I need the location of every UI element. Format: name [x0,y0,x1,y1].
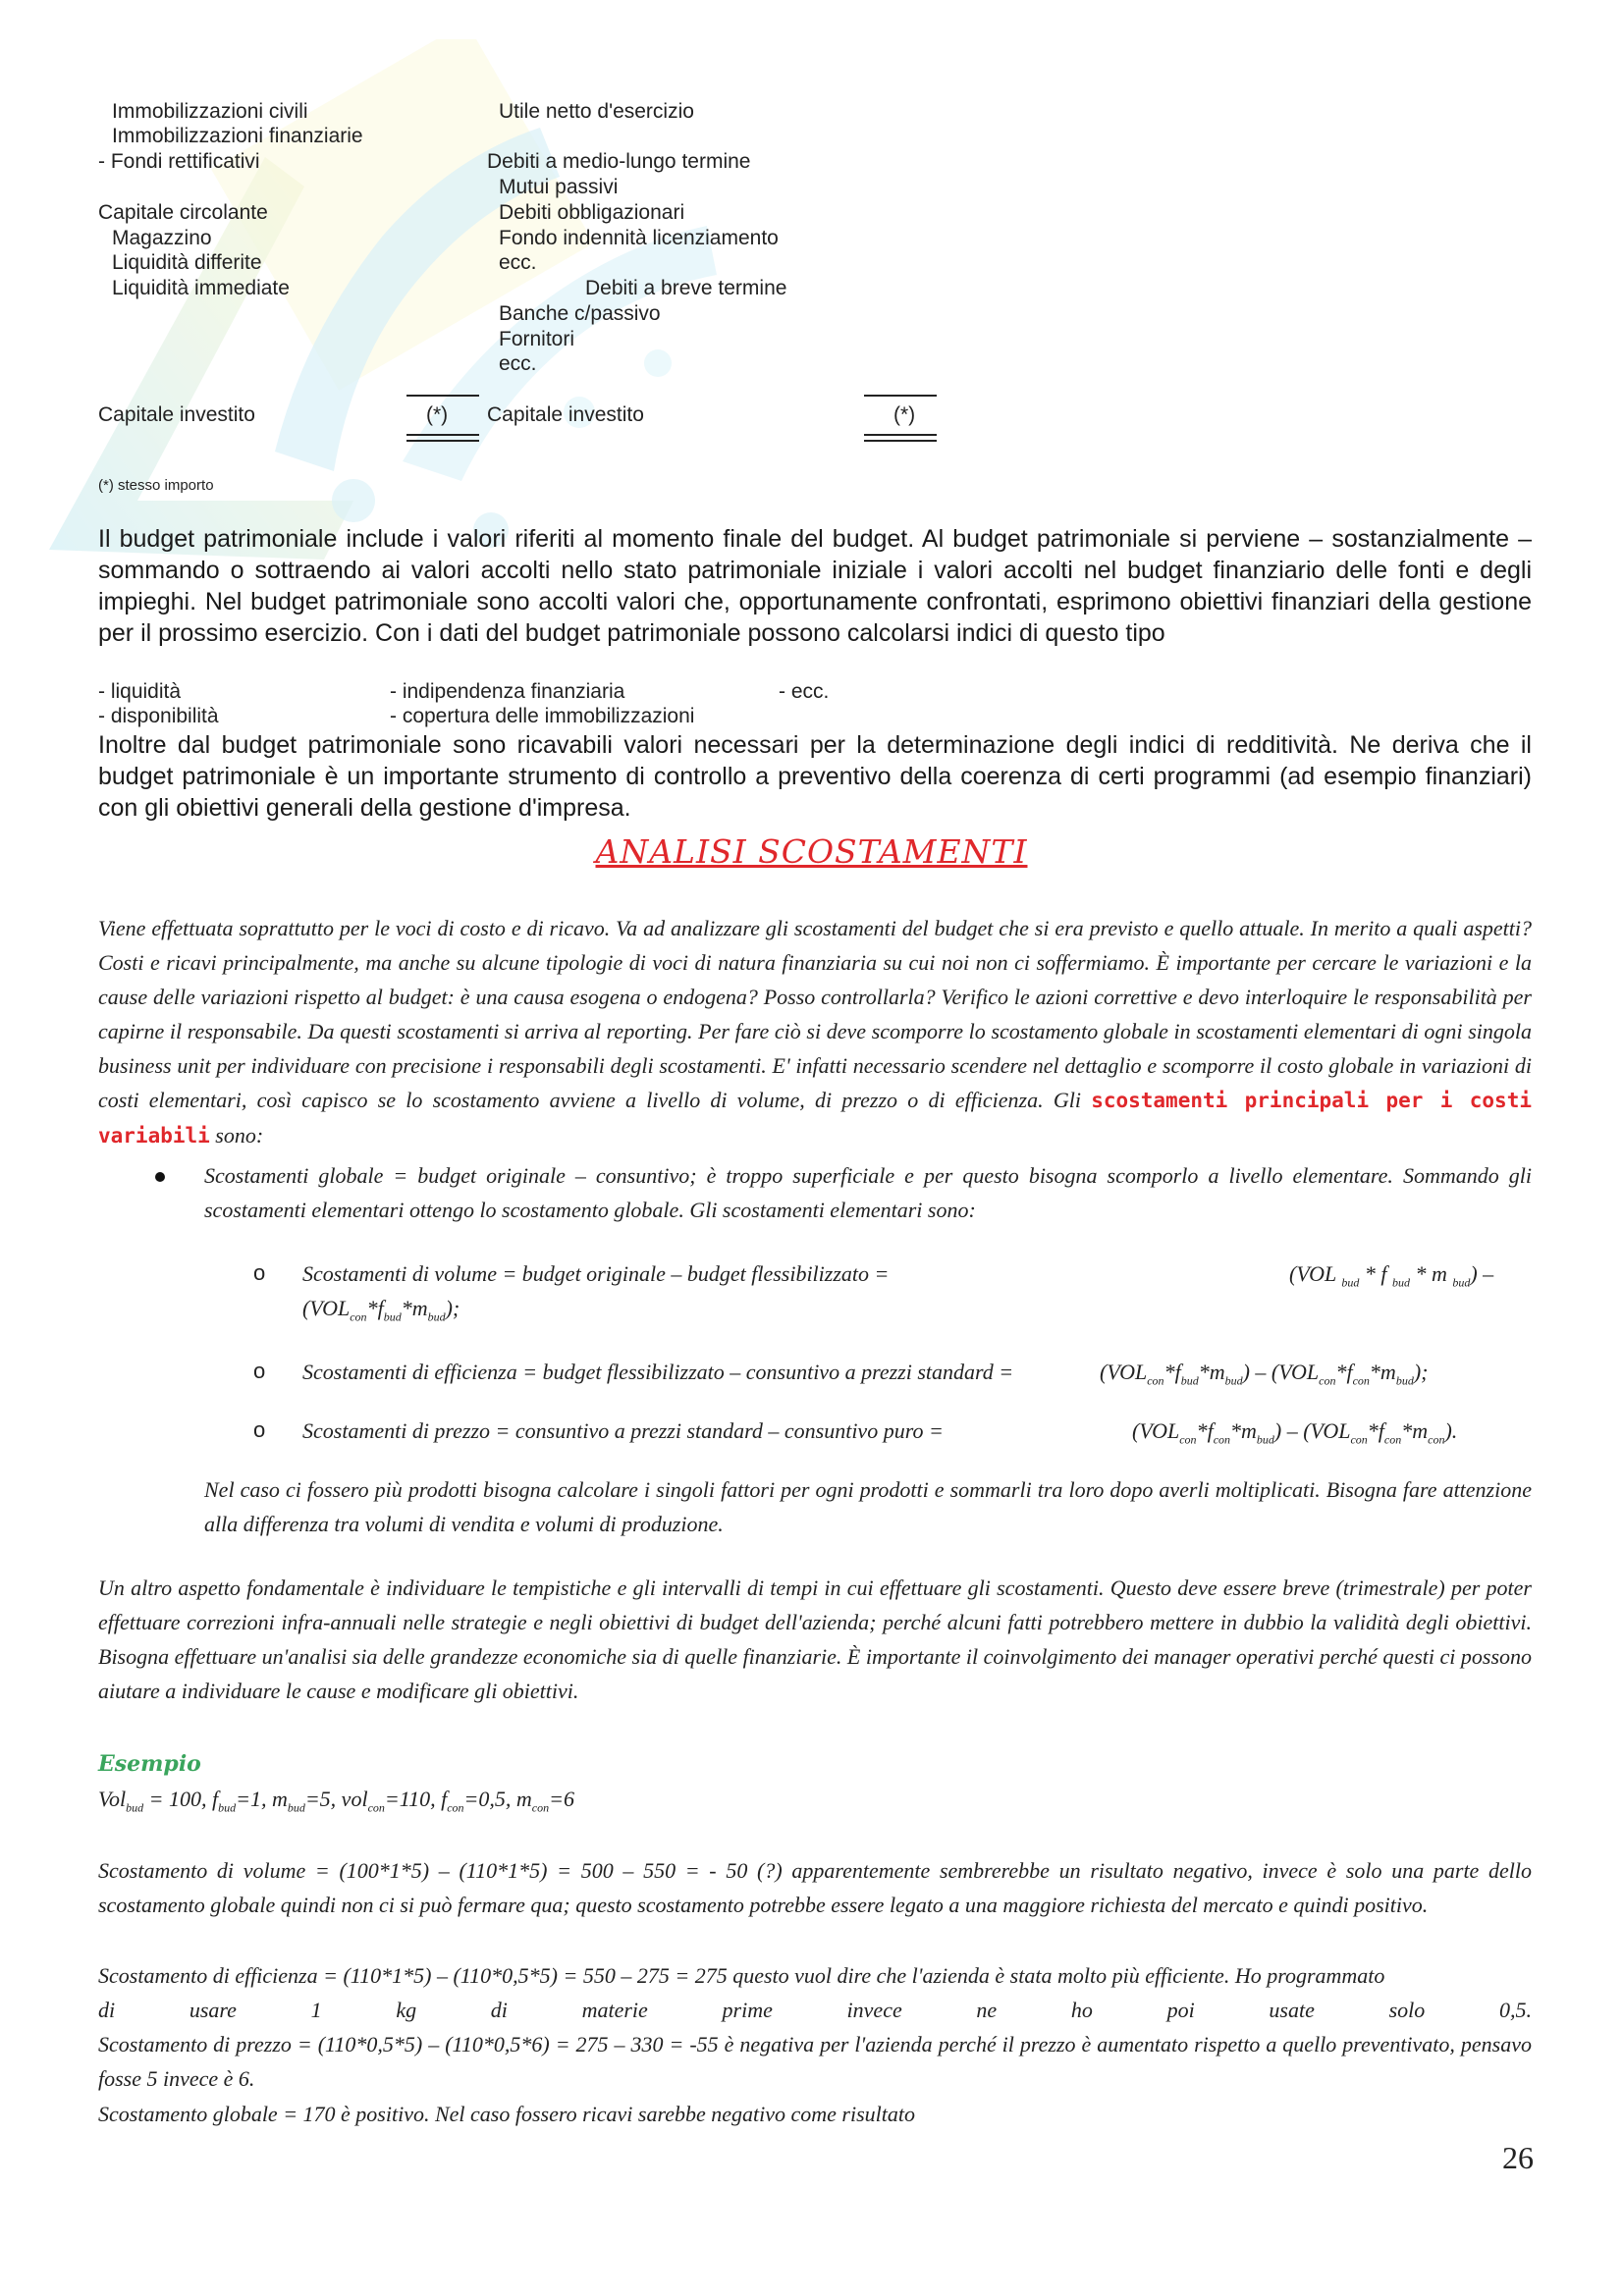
example-volume: Scostamento di volume = (100*1*5) – (110*1*5) = 500 – 550 = - 50 (?) apparentemente sembrerebbe un risultato negativo, invece è solo una parte dello scostamento globale quindi non ci si può fermare qua; questo scostamento potrebbe essere legato a una maggiore richiesta del mercato e quindi positivo. [98,1858,1532,1917]
word: solo [1388,1998,1426,2022]
word: materie [581,1998,648,2022]
bs-left-item: Magazzino [112,227,212,249]
highlighted-phrase: scostamenti principali per i costi variabili [98,1089,1532,1148]
example-title: Esempio [98,1751,201,1777]
bs-right-item: Mutui passivi [499,176,619,198]
bs-left-item: Liquidità immediate [112,277,290,299]
index-item: - ecc. [779,680,830,703]
section-paragraph [98,911,1532,1153]
word: 1 [310,1998,322,2022]
formula-volume-a: (VOL $_{bud}$ * f $_{bud}$ * m $_{bud}$) – [1289,1261,1494,1290]
bs-right-item: Banche c/passivo [499,302,661,325]
paragraph-text: Viene effettuata soprattutto per le voci di costo e di ricavo. Va ad analizzare gli scostamenti del budget che si era previsto e quello attuale. In merito a quali aspetti? Costi e ricavi principalmente, ma anche su alcune tipologie di voci di natura finanziaria su cui noi non ci soffermiamo. È importante per cercare le variazioni e la cause delle variazioni rispetto al budget: è una causa esogena o endogena? Posso controllarla? Verifico le azioni correttive e devo interloquire le responsabilità per capirne il responsabile. Da questi scostamenti si arriva al reporting. Per fare ciò si deve scomporre lo scostamento globale in scostamenti elementari di ogni singola business unit per individuare con precisione i responsabili degli scostamenti. E' infatti necessario scendere nel dettaglio e scomporre il costo globale in variazioni di costi elementari, così capisco se lo scostamento avviene a livello di volume, di prezzo o di efficienza. Gli [98,916,1532,1112]
index-item: - copertura delle immobilizzazioni [390,705,695,727]
word: ho [1070,1998,1093,2022]
word: prime [722,1998,773,2022]
word: di [98,1998,116,2022]
index-item: - indipendenza finanziaria [390,680,625,703]
sub-item-price: Scostamenti di prezzo = consuntivo a prezzi standard – consuntivo puro = [302,1418,944,1443]
paragraph-text: sono: [209,1123,264,1148]
bullet-icon [155,1172,165,1182]
section-title: ANALISI SCOSTAMENTI [595,832,1028,871]
footnote: (*) stesso importo [98,477,214,494]
total-marker: (*) [426,403,449,426]
word: 0,5. [1498,1998,1532,2022]
intro-paragraph-2: Inoltre dal budget patrimoniale sono ricavabili valori necessari per la determinazione degli indici di redditività. Ne deriva che il budget patrimoniale è un importante strumento di controllo a preventivo della coerenza di certi programmi (ad esempio finanziari) con gli obiettivi generali della gestione d'impresa. [98,731,1532,822]
example-efficiency-cont [98,1993,1532,2027]
timing-paragraph: Un altro aspetto fondamentale è individuare le tempistiche e gli intervalli di tempi in cui effettuare gli scostamenti. Questo deve essere breve (trimestrale) per poter effettuare correzioni infra-annuali nelle strategie e negli obiettivi di budget dell'azienda; perché alcuni fatti potrebbero mettere in dubbio la validità degli obiettivi. Bisogna effettuare un'analisi sia delle grandezze economiche sia di quelle finanziarie. È importante il coinvolgimento dei manager operativi perché questi ci possono aiutare a individuare le cause e modificare gli obiettivi. [98,1575,1532,1703]
note-paragraph: Nel caso ci fossero più prodotti bisogna calcolare i singoli fattori per ogni prodotti e sommarli tra loro dopo averli moltiplicati. Bisogna fare attenzione alla differenza tra volumi di vendita e volumi di produzione. [204,1477,1532,1536]
total-double-rule [864,440,937,442]
total-double-rule [864,434,937,436]
bs-left-item: Immobilizzazioni finanziarie [112,125,363,147]
total-rule [864,395,937,397]
example-efficiency: Scostamento di efficienza = (110*1*5) – (110*0,5*5) = 550 – 275 = 275 questo vuol dire che l'azienda è stata molto più efficiente. Ho programmato [98,1963,1385,1988]
bs-right-total: Capitale investito [487,403,644,426]
word: kg [396,1998,417,2022]
word: di [490,1998,508,2022]
page-number: 26 [1502,2140,1534,2175]
bullet-text: Scostamenti globale = budget originale – consuntivo; è troppo superficiale e per questo bisogna scomporlo a livello elementare. Sommando gli scostamenti elementari ottengo lo scostamento globale. Gli scostamenti elementari sono: [204,1163,1532,1222]
total-marker: (*) [893,403,916,426]
index-item: - liquidità [98,680,182,703]
sub-bullet-icon: o [253,1417,266,1442]
bs-left-item: Immobilizzazioni civili [112,100,308,123]
index-item: - disponibilità [98,705,219,727]
word: usare [189,1998,237,2022]
bs-right-item: Fondo indennità licenziamento [499,227,779,249]
bs-right-item: Debiti obbligazionari [499,201,685,224]
bs-right-item: Debiti a medio-lungo termine [487,150,751,173]
bs-left-item: Capitale circolante [98,201,268,224]
bs-left-item: Liquidità differite [112,251,262,274]
example-values: Vol$_{bud}$ = 100, $f_{bud}=1$, $m_{bud}=5$, vol$_{con}$=110, $f_{con}=0,5$, $m_{con}=6$ [98,1787,574,1815]
bs-right-item: ecc. [499,352,537,375]
word: ne [976,1998,998,2022]
word: poi [1166,1998,1195,2022]
sub-item-volume: Scostamenti di volume = budget originale – budget flessibilizzato = [302,1261,890,1286]
bs-left-total: Capitale investito [98,403,255,426]
sub-item-efficiency: Scostamenti di efficienza = budget flessibilizzato – consuntivo a prezzi standard = [302,1360,1014,1384]
example-global: Scostamento globale = 170 è positivo. Nel caso fossero ricavi sarebbe negativo come risultato [98,2102,915,2126]
bs-right-item: Fornitori [499,328,575,350]
bs-left-item: - Fondi rettificativi [98,150,260,173]
total-rule [406,395,479,397]
total-double-rule [406,434,479,436]
sub-bullet-icon: o [253,1260,266,1285]
bs-right-item: Debiti a breve termine [585,277,787,299]
bs-right-item: ecc. [499,251,537,274]
formula-efficiency: $(VOL_{con}*f_{bud}*m_{bud}) - (VOL_{con}*f_{con}*m_{bud})$; [1100,1360,1429,1388]
formula-volume-b: $(VOL_{con}*f_{bud}*m_{bud})$; [302,1296,460,1324]
bs-right-item: Utile netto d'esercizio [499,100,694,123]
total-double-rule [406,440,479,442]
formula-price: $(VOL_{con}*f_{con}*m_{bud}) - (VOL_{con}*f_{con}*m_{con})$. [1132,1418,1458,1447]
intro-paragraph: Il budget patrimoniale include i valori riferiti al momento finale del budget. Al budget patrimoniale si perviene – sostanzialmente – sommando o sottraendo ai valori accolti nello stato patrimoniale iniziale i valori accolti nel budget finanziario delle fonti e degli impieghi. Nel budget patrimoniale sono accolti valori che, opportunamente confrontati, esprimono obiettivi finanziari della gestione per il prossimo esercizio. Con i dati del budget patrimoniale possono calcolarsi indici di questo tipo [98,525,1532,647]
word: invece [846,1998,902,2022]
example-price: Scostamento di prezzo = (110*0,5*5) – (110*0,5*6) = 275 – 330 = -55 è negativa per l'azienda perché il prezzo è aumentato rispetto a quello preventivato, pensavo fosse 5 invece è 6. [98,2032,1532,2091]
sub-bullet-icon: o [253,1359,266,1383]
word: usate [1269,1998,1315,2022]
